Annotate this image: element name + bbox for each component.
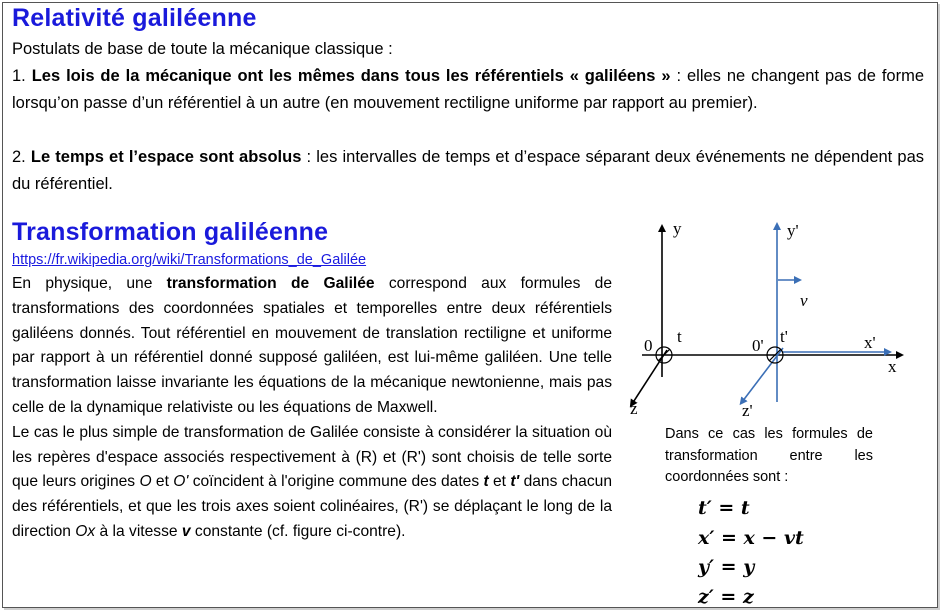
v-label: v xyxy=(800,291,808,310)
para2-t: t xyxy=(483,473,488,490)
formulas-caption: Dans ce cas les formules de transformation entre les coordonnées sont : xyxy=(665,424,873,489)
origin-prime-label: 0' xyxy=(752,336,764,355)
para2-O: O xyxy=(139,473,151,490)
postulate-1 xyxy=(12,63,924,117)
paragraph-2 xyxy=(12,421,612,545)
para2-t-prime: t' xyxy=(510,473,519,490)
z-prime-label: z' xyxy=(742,401,753,420)
para2-text-f: à la vitesse xyxy=(95,523,182,540)
section-title-transformation: Transformation galiléenne xyxy=(12,218,328,247)
para1-text-b: correspond aux formules de transformations des coordonnées spatiales et temporelles entre deux référentiels galiléens donnés. Tout référentiel en mouvement de translation rectiligne et uniforme par rapport à un référentiel donné supposé galiléen, est lui-même galiléen. Une telle transformation laisse invariante les équations de la mécanique newtonienne, mais pas celle de la dynamique relativiste ou les équations de Maxwell. xyxy=(12,275,612,416)
para2-text-c: coïncident à l'origine commune des dates xyxy=(188,473,483,490)
postulate-2-number: 2. xyxy=(12,148,31,166)
formula-t: t′ = t xyxy=(698,494,804,524)
section-title-relativite: Relativité galiléenne xyxy=(12,4,257,33)
y-prime-label: y' xyxy=(787,221,799,240)
y-label: y xyxy=(673,219,682,238)
z-label: z xyxy=(630,399,638,418)
origin-label: 0 xyxy=(644,336,653,355)
para2-text-b: et xyxy=(152,473,174,490)
para2-text-g: constante (cf. figure ci-contre). xyxy=(191,523,406,540)
postulate-1-number: 1. xyxy=(12,67,32,85)
t-label: t xyxy=(677,327,682,346)
postulate-2-bold: Le temps et l’espace sont absolus xyxy=(31,148,302,166)
formula-x: x′ = x − vt xyxy=(698,524,804,554)
para2-O-prime: O' xyxy=(173,473,188,490)
formula-z: z′ = z xyxy=(698,583,804,612)
paragraph-1 xyxy=(12,272,612,421)
postulate-2-text: : les intervalles de temps et d’espace séparant deux événements ne dépendent pas du référentiel. xyxy=(12,148,924,193)
postulate-1-bold: Les lois de la mécanique ont les mêmes dans tous les référentiels « galiléens » xyxy=(32,67,671,85)
para2-text-e: dans chacun des référentiels, et que les trois axes soient colinéaires, (R') se déplaçant le long de la direction xyxy=(12,473,612,540)
para1-text-a: En physique, une xyxy=(12,275,167,292)
para2-v: v xyxy=(182,523,191,540)
x-prime-label: x' xyxy=(864,333,876,352)
intro-text: Postulats de base de toute la mécanique classique : xyxy=(12,36,393,63)
para2-Ox: Ox xyxy=(75,523,95,540)
galilean-formulas xyxy=(698,494,804,612)
para2-text-a: Le cas le plus simple de transformation de Galilée consiste à considérer la situation où les repères d'espace associés respectivement à (R) et (R') sont choisis de telle sorte que leurs origines xyxy=(12,424,612,491)
body-text xyxy=(12,272,612,545)
t-prime-label: t' xyxy=(780,327,788,346)
postulate-2 xyxy=(12,144,924,198)
para2-text-d: et xyxy=(489,473,511,490)
reference-frames-diagram xyxy=(620,212,920,422)
x-label: x xyxy=(888,357,897,376)
para1-bold: transformation de Galilée xyxy=(167,275,375,292)
formula-y: y′ = y xyxy=(698,553,804,583)
postulate-1-text: : elles ne changent pas de forme lorsqu’on passe d’un référentiel à un autre (en mouvement rectiligne uniforme par rapport au premier). xyxy=(12,67,924,112)
wikipedia-link[interactable]: https://fr.wikipedia.org/wiki/Transformations_de_Galilée xyxy=(12,252,366,268)
